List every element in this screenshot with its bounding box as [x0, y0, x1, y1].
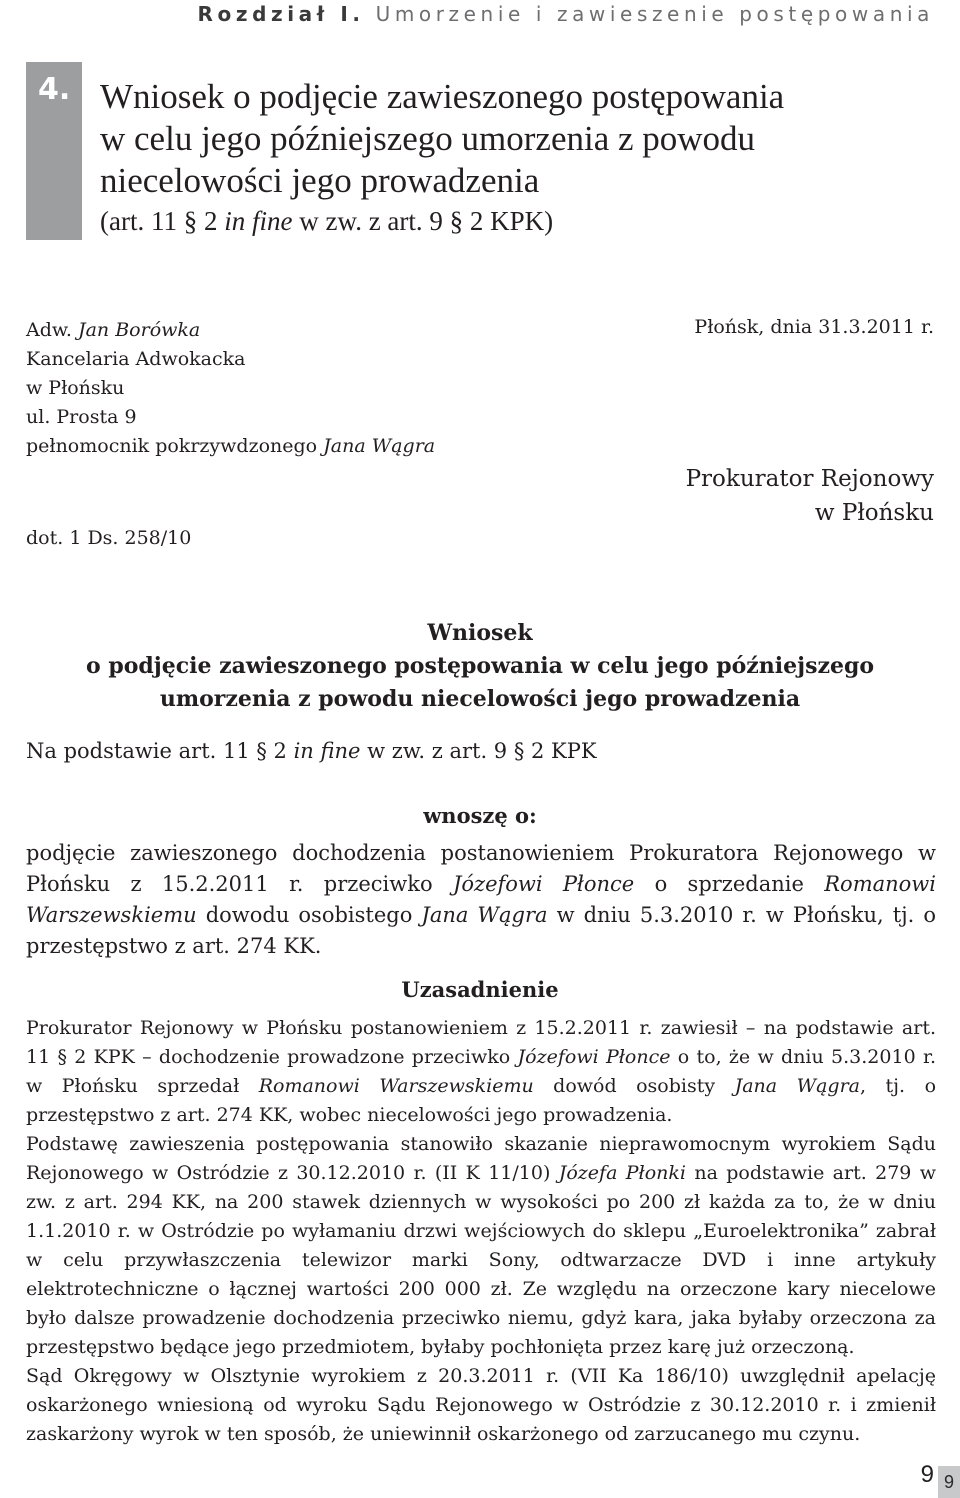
sender-role [26, 432, 435, 461]
section-sign: § [183, 206, 198, 236]
justification-body [26, 1014, 936, 1449]
request-text: o sprzedanie [634, 872, 825, 896]
legal-basis-text: (art. 11 [100, 206, 184, 236]
request-italic: Józefowi Płonce [452, 872, 635, 896]
chapter-title: Umorzenie i zawieszenie postępowania [375, 2, 934, 26]
section-title-line: niecelowości jego prowadzenia [100, 161, 540, 200]
motion-title [26, 617, 934, 716]
paragraph-text: dowód osobisty [533, 1075, 735, 1097]
basis-italic: in fine [293, 739, 361, 763]
section-number: 4. [38, 72, 71, 107]
section-legal-basis [100, 206, 553, 237]
sender-city: w Płońsku [26, 377, 125, 399]
request-text: w dniu 5.3.2010 r. w Płońsku, tj. o przestępstwo z art. 274 KK. [26, 903, 937, 958]
request-text: podjęcie zawieszonego dochodzenia postanowieniem Prokuratora Rejonowego w Płońsku z 15.2.2011 r. przeciwko [26, 841, 936, 896]
motion-title-main: Wniosek [427, 620, 533, 646]
paragraph-text: na podstawie art. 279 w zw. z art. 294 KK, na 200 stawek dziennych w wysokości po 200 zł każda za to, że w dniu 1.1.2010 r. w Ostródzie po wyłamaniu drzwi wejściowych do sklepu „Euroelektronika” zabrał w celu przywłaszczenia telewizor marki Sony, odtwarzacze DVD i inne artykuły elektrotechniczne o łącznej wartości 200 000 zł. Ze względu na orzeczone kary niecelowe było dalsze prowadzenie dochodzenia przeciwko niemu, gdyż kara, jaka byłaby orzeczona za przestępstwo będące jego przedmiotem, byłaby pochłonięta przez karę już orzeczoną. [26, 1162, 937, 1358]
section-title-line: w celu jego późniejszego umorzenia z powodu [100, 119, 756, 158]
basis-text: 2 KPK [524, 739, 597, 763]
paragraph-italic: Jana Wągra [734, 1075, 861, 1097]
sender-street: ul. Prosta 9 [26, 406, 137, 428]
paragraph-text: Podstawę zawieszenia postępowania stanowiło skazanie nieprawomocnym wyrokiem Sądu Rejonowego w Ostródzie z 30.12.2010 r. (II K 11/10) [26, 1133, 936, 1184]
section-title-line: Wniosek o podjęcie zawieszonego postępowania [100, 77, 785, 116]
request-italic: Jana Wągra [421, 903, 548, 927]
legal-basis-text: w zw. z art. 9 [292, 206, 450, 236]
client-name: Jana Wągra [323, 435, 436, 457]
page-number: 9 [920, 1461, 934, 1488]
request-heading: wnoszę o: [423, 803, 537, 828]
page-edge-tab [938, 1466, 960, 1498]
justification-heading: Uzasadnienie [401, 977, 559, 1002]
justification-paragraph [26, 1130, 936, 1362]
request-body [26, 838, 936, 962]
justification-paragraph: Sąd Okręgowy w Olsztynie wyrokiem z 20.3.2011 r. (VII Ka 186/10) uwzględnił apelację oskarżonego wniesioną od wyroku Sądu Rejonowego w Ostródzie z 30.12.2010 r. i zmienił zaskarżony wyrok w ten sposób, że uniewinnił oskarżonego od zarzucanego mu czynu. [26, 1365, 936, 1445]
section-sign: § [256, 739, 267, 763]
motion-subtitle-line: umorzenia z powodu niecelowości jego prowadzenia [159, 686, 801, 712]
case-reference: dot. 1 Ds. 258/10 [26, 527, 192, 549]
request-text: dowodu osobistego [196, 903, 422, 927]
paragraph-italic: Józefa Płonki [558, 1162, 686, 1184]
attorney-prefix: Adw. [26, 319, 78, 341]
paragraph-text: Prokurator Rejonowy w Płońsku postanowieniem z 15.2.2011 r. zawiesił – na podstawie art. 11 § 2 KPK – dochodzenie prowadzone przeciwko [26, 1017, 936, 1068]
addressee-line: w Płońsku [814, 500, 934, 526]
section-title [100, 76, 940, 202]
basis-text: w zw. z art. 9 [360, 739, 514, 763]
attorney-name: Jan Borówka [77, 319, 201, 341]
legal-basis-italic: in fine [224, 206, 293, 236]
section-sign: § [449, 206, 464, 236]
paragraph-italic: Józefowi Płonce [517, 1046, 671, 1068]
chapter-label: Rozdział I. [197, 2, 365, 26]
sender-block [26, 316, 435, 461]
role-prefix: pełnomocnik pokrzywdzonego [26, 435, 324, 457]
place-date: Płońsk, dnia 31.3.2011 r. [694, 316, 934, 338]
justification-paragraph [26, 1014, 936, 1130]
running-header [0, 2, 934, 26]
addressee [686, 462, 934, 530]
sender-attorney [26, 316, 435, 345]
basis-text: Na podstawie art. 11 [26, 739, 257, 763]
section-sign: § [513, 739, 525, 763]
basis-text: 2 [266, 739, 294, 763]
motion-subtitle-line: o podjęcie zawieszonego postępowania w celu jego późniejszego [85, 653, 875, 679]
legal-basis-text: 2 [197, 206, 225, 236]
page-tab-number: 9 [943, 1472, 954, 1492]
legal-basis-text: 2 KPK) [463, 206, 554, 236]
request-italic: Romanowi Warszewskiemu [26, 872, 936, 927]
sender-office: Kancelaria Adwokacka [26, 348, 246, 370]
paragraph-italic: Romanowi Warszewskiemu [258, 1075, 534, 1097]
addressee-line: Prokurator Rejonowy [685, 466, 934, 492]
paragraph-text: , tj. o przestępstwo z art. 274 KK, wobec niecelowości jego prowadzenia. [26, 1075, 937, 1126]
paragraph-text: o to, że w dniu 5.3.2010 r. w Płońsku sprzedał [26, 1046, 936, 1097]
legal-basis-line [26, 739, 597, 763]
